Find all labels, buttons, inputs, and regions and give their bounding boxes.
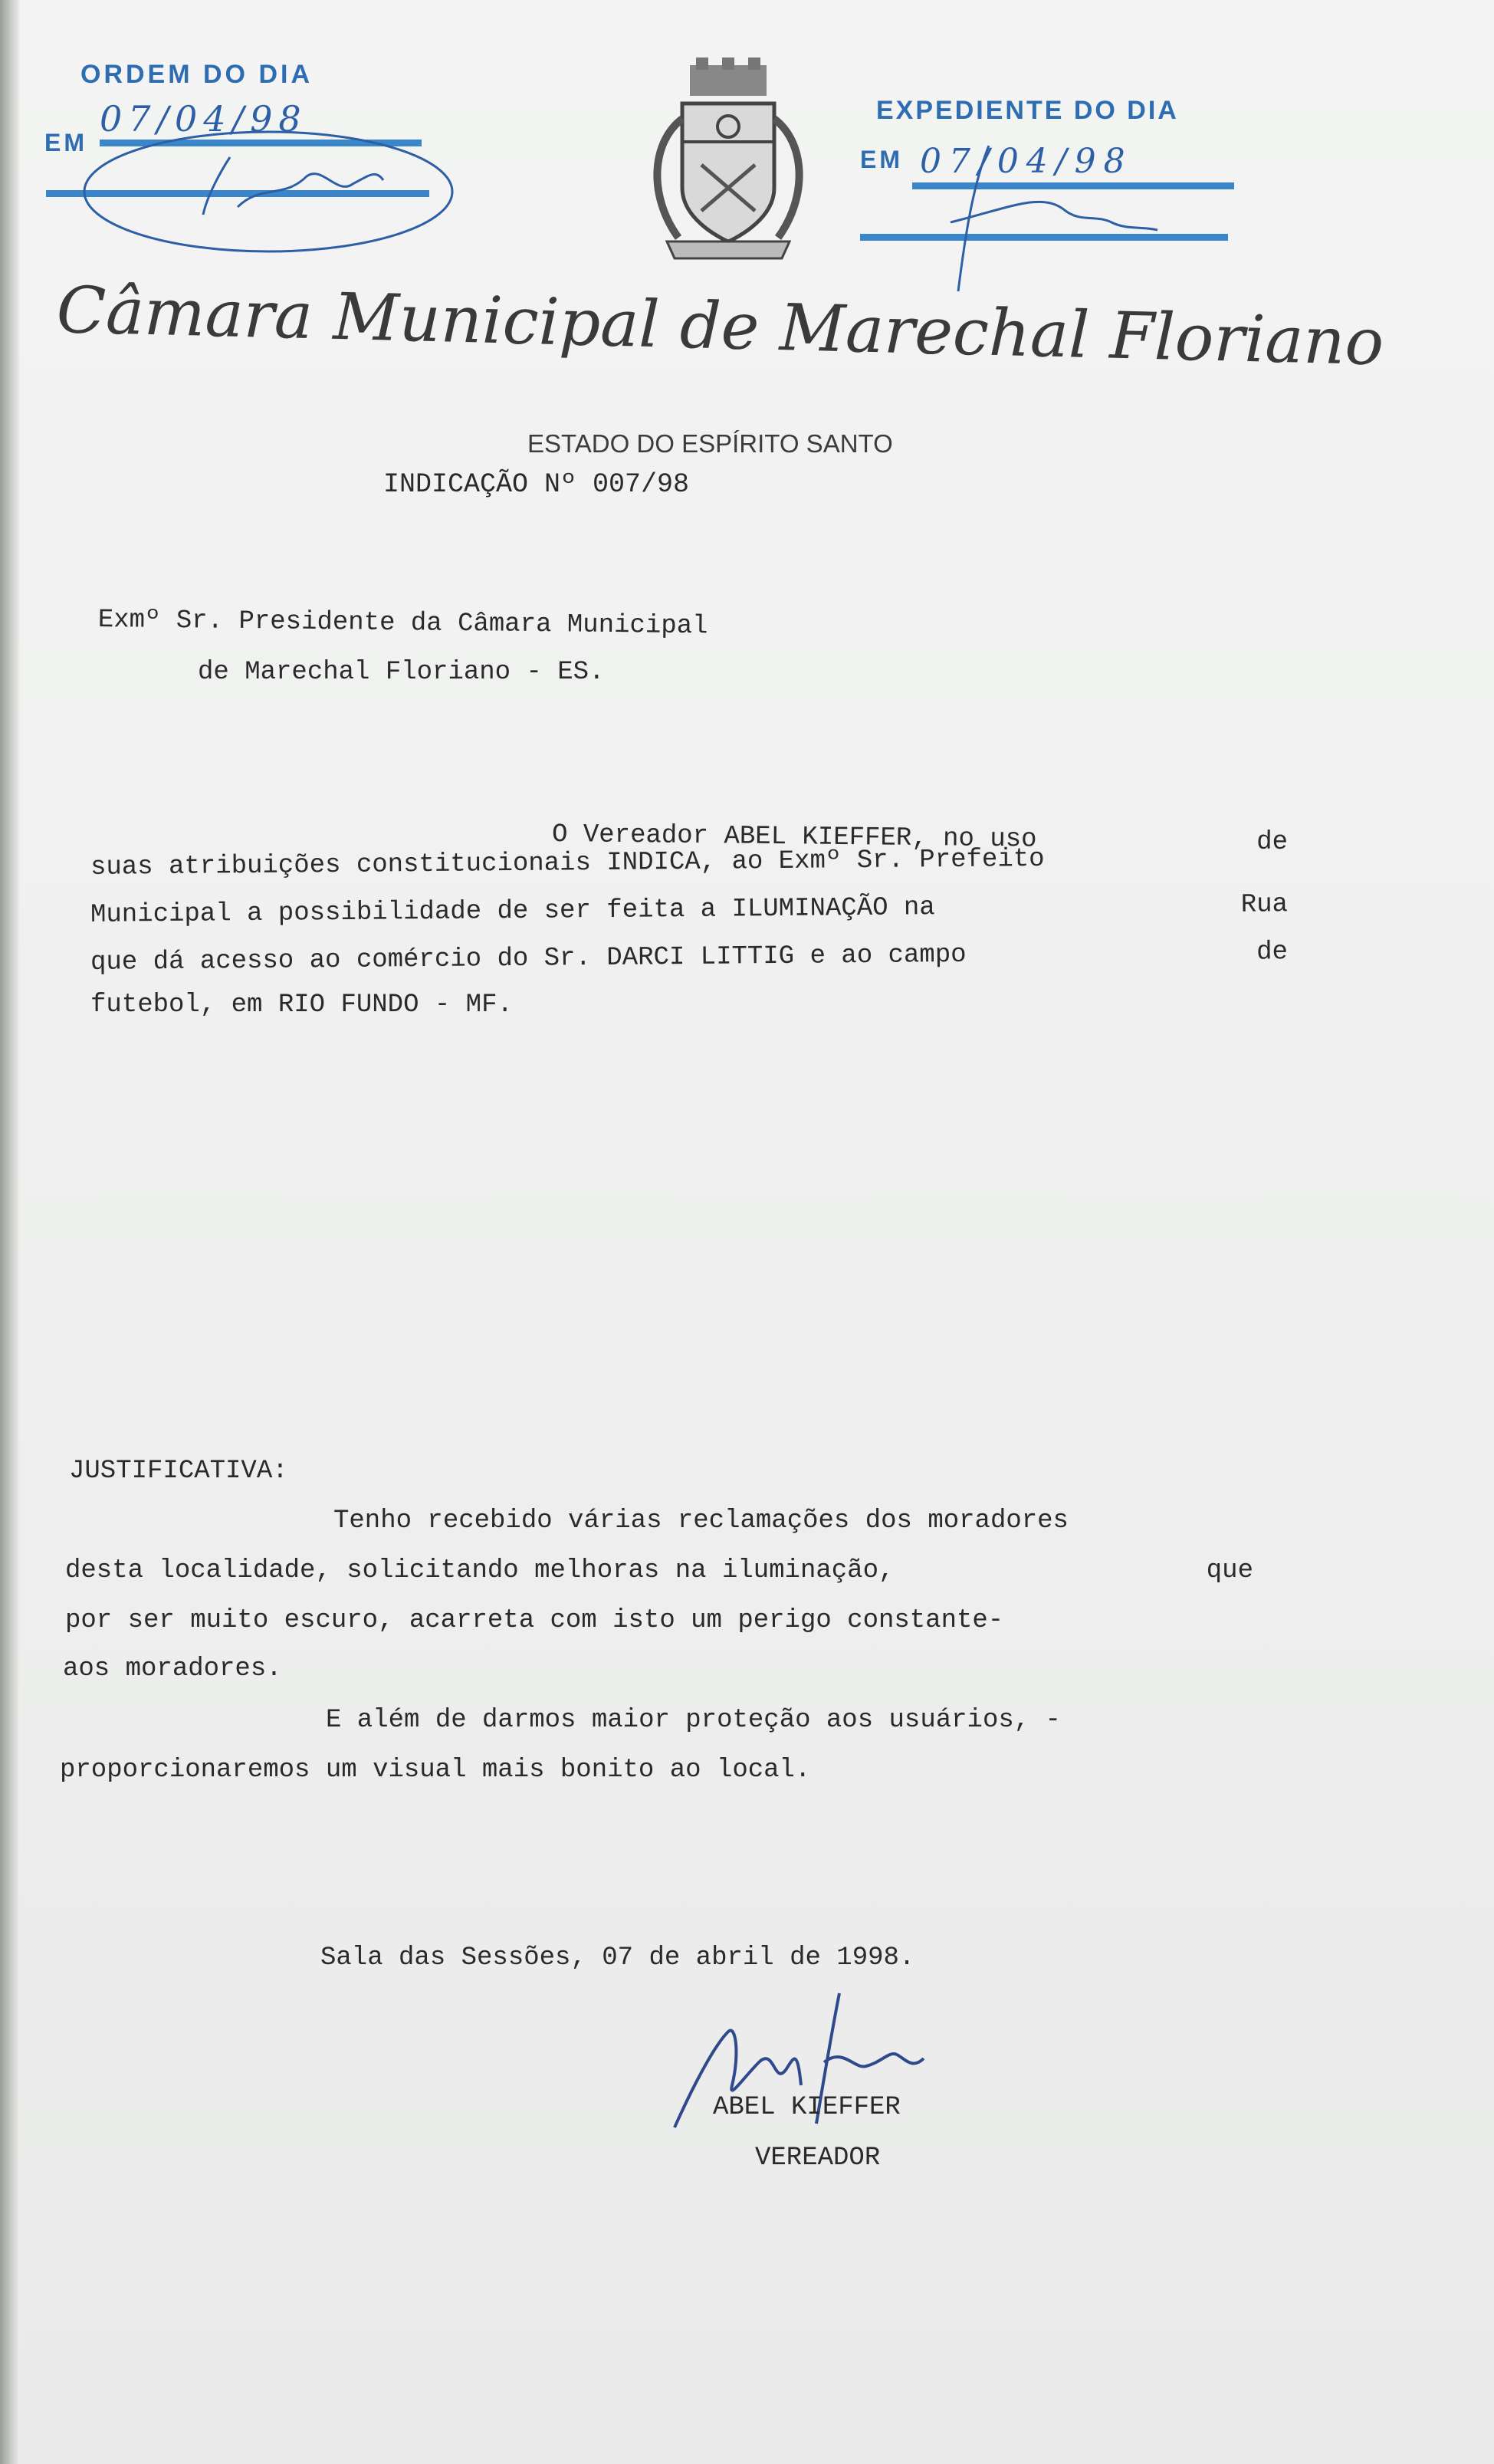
document-number: INDICAÇÃO Nº 007/98 <box>383 469 690 500</box>
handwritten-signature <box>659 1978 981 2154</box>
body-line-text: suas atribuições constitucionais INDICA, ao Exmº Sr. Prefeito <box>90 844 1045 882</box>
justification-line-text: proporcionaremos um visual mais bonito ao local. <box>60 1756 811 1785</box>
state-name: ESTADO DO ESPÍRITO SANTO <box>527 429 893 458</box>
body-line-end: Rua <box>1240 890 1289 920</box>
stamp-handwritten-date: 07/04/98 <box>920 142 1133 181</box>
salutation-line-2: de Marechal Floriano - ES. <box>198 658 605 687</box>
body-line-text: O Vereador ABEL KIEFFER, no uso <box>551 820 1037 855</box>
body-line-end: de <box>1256 827 1289 858</box>
stamp-title: EXPEDIENTE DO DIA <box>876 96 1179 125</box>
justification-line <box>60 1756 810 1785</box>
justification-heading: JUSTIFICATIVA: <box>69 1457 288 1486</box>
justification-line <box>333 1506 1069 1536</box>
justification-line <box>65 1556 1253 1585</box>
signer-name: ABEL KIEFFER <box>713 2093 901 2122</box>
place-date: Sala das Sessões, 07 de abril de 1998. <box>320 1943 915 1973</box>
body-line <box>90 991 513 1020</box>
body-line-end: de <box>1256 938 1289 968</box>
stamp-title: ORDEM DO DIA <box>80 60 313 89</box>
justification-line <box>63 1654 282 1684</box>
stamp-handwritten-date: 07/04/98 <box>100 98 307 140</box>
binder-edge <box>0 0 20 2464</box>
justification-line-end: que <box>1206 1556 1253 1585</box>
salutation-line-1: Exmº Sr. Presidente da Câmara Municipal <box>97 606 708 642</box>
justification-line-text: E além de darmos maior proteção aos usuários, - <box>326 1706 1061 1735</box>
justification-line <box>326 1706 1061 1735</box>
stamp-prefix: EM <box>44 129 87 156</box>
body-line-text: futebol, em RIO FUNDO - MF. <box>90 991 513 1020</box>
stamp-signature <box>920 138 1173 307</box>
coat-of-arms-icon <box>636 57 820 264</box>
justification-line-text: por ser muito escuro, acarreta com isto um perigo constante- <box>65 1606 1004 1635</box>
justification-line-text: Tenho recebido várias reclamações dos moradores <box>333 1506 1069 1536</box>
body-line-text: Municipal a possibilidade de ser feita a ILUMINAÇÃO na <box>90 893 935 930</box>
signer-role: VEREADOR <box>755 2144 881 2173</box>
stamp-circle-signature <box>77 123 475 261</box>
body-line-text: que dá acesso ao comércio do Sr. DARCI LITTIG e ao campo <box>90 940 967 977</box>
letterhead-title: Câmara Municipal de Marechal Floriano <box>55 272 1385 380</box>
justification-line-text: desta localidade, solicitando melhoras na iluminação, <box>65 1556 895 1585</box>
justification-line-text: aos moradores. <box>63 1654 282 1684</box>
justification-line <box>65 1606 1003 1635</box>
stamp-prefix: EM <box>860 146 903 173</box>
